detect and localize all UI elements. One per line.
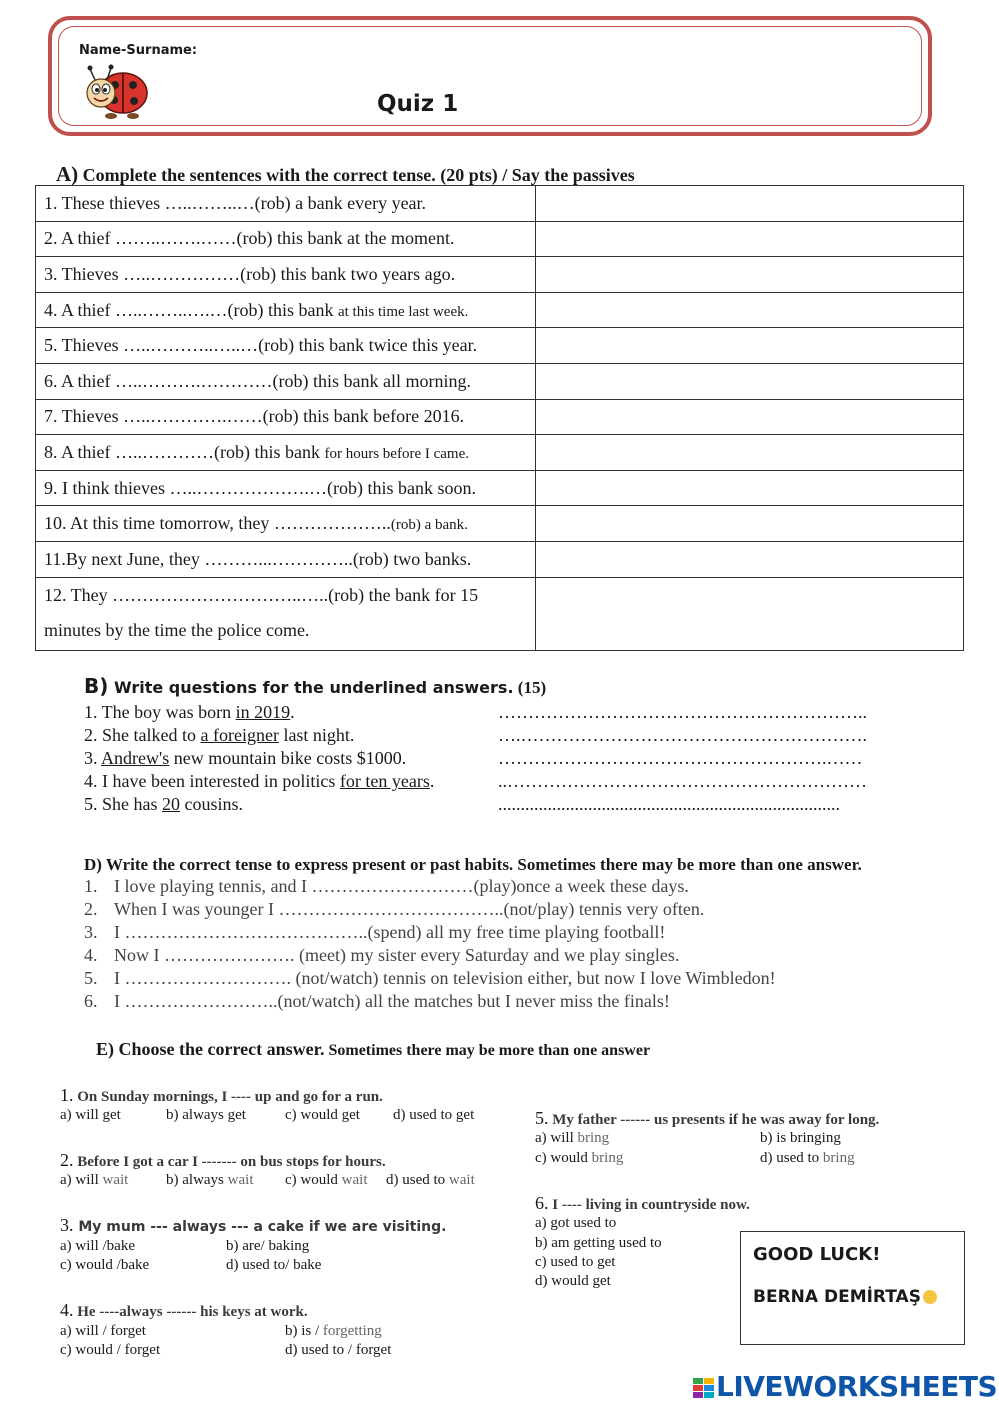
list-item: 5. I ………………………. (not/watch) tennis on television either, but now I love Wimbledon! [84,968,776,988]
option-b[interactable]: b) is bringing [760,1130,841,1146]
answer-line[interactable]: ..…………………………………………………… [498,771,867,791]
table-row [36,221,964,257]
answer-line[interactable]: …………………………………………………….. [498,702,867,722]
table-row [36,292,964,328]
table-row [36,435,964,471]
ladybug-icon [81,63,151,121]
question-cell: 7. Thieves …..………….……(rob) this bank before 2016. [36,399,536,435]
answer-cell[interactable] [535,363,963,399]
section-a-title [56,162,635,187]
option-a[interactable]: a) will get [60,1107,121,1123]
option-a[interactable]: a) got used to [535,1215,617,1231]
question-cell: 11.By next June, they ………...…………..(rob) two banks. [36,541,536,577]
option-c[interactable]: c) used to get [535,1254,616,1270]
option-d[interactable]: d) used to wait [386,1172,475,1188]
question-1: 1. On Sunday mornings, I ---- up and go for a run. [60,1085,383,1105]
table-row [36,257,964,293]
table-row [36,328,964,364]
smiley-icon [923,1290,937,1304]
list-item: 4. I have been interested in politics for ten years. [84,771,435,791]
section-e-title: E) Choose the correct answer. Sometimes there may be more than one answer [96,1039,651,1059]
section-b-instructions: Write questions for the underlined answers. [108,678,514,697]
table-row [36,363,964,399]
option-d[interactable]: d) would get [535,1273,611,1289]
list-item: 5. She has 20 cousins. [84,794,243,814]
name-surname-label: Name-Surname: [79,43,198,58]
section-b-letter: B) [84,674,109,698]
section-a-letter: A) [56,162,79,186]
answer-cell[interactable] [535,506,963,542]
option-d[interactable]: d) used to / forget [285,1342,392,1358]
question-cell: 6. A thief …..……….…………(rob) this bank all morning. [36,363,536,399]
question-5: 5. My father ------ us presents if he was away for long. [535,1108,880,1128]
answer-line[interactable]: ............................................................................ [498,794,840,814]
option-d[interactable]: d) used to/ bake [226,1257,322,1273]
question-4: 4. He ----always ------ his keys at work. [60,1300,308,1320]
section-a-instructions: Complete the sentences with the correct tense. (20 pts) / Say the passives [78,165,635,185]
option-b[interactable]: b) always get [166,1107,246,1123]
liveworksheets-logo-icon [692,1372,716,1406]
option-c[interactable]: c) would / forget [60,1342,161,1358]
answer-cell[interactable] [535,221,963,257]
list-item: 1. I love playing tennis, and I ………………………(play)once a week these days. [84,876,689,896]
question-cell: 8. A thief …..…………(rob) this bank for hours before I came. [36,435,536,471]
answer-cell[interactable] [535,328,963,364]
question-cell: 4. A thief …..……..….…(rob) this bank at this time last week. [36,292,536,328]
header-box [48,16,932,136]
question-cell: 2. A thief ……..…….……(rob) this bank at the moment. [36,221,536,257]
option-a[interactable]: a) will bring [535,1130,610,1146]
question-6: 6. I ---- living in countryside now. [535,1193,750,1213]
question-cell: 1. These thieves …..……..…(rob) a bank every year. [36,186,536,222]
question-cell: 10. At this time tomorrow, they ………………..(rob) a bank. [36,506,536,542]
option-b[interactable]: b) always wait [166,1172,254,1188]
good-luck-box [740,1231,965,1345]
option-c[interactable]: c) would get [285,1107,360,1123]
option-d[interactable]: d) used to get [393,1107,475,1123]
option-c[interactable]: c) would wait [285,1172,368,1188]
answer-cell[interactable] [535,470,963,506]
answer-line[interactable]: ….…………………………………………………. [498,725,867,745]
list-item: 2. When I was younger I ………………………………..(not/play) tennis very often. [84,899,705,919]
list-item: 1. The boy was born in 2019. [84,702,295,722]
list-item: 2. She talked to a foreigner last night. [84,725,355,745]
answer-cell[interactable] [535,292,963,328]
answer-cell[interactable] [535,399,963,435]
option-b[interactable]: b) am getting used to [535,1235,662,1251]
answer-cell[interactable] [535,186,963,222]
author-signature: BERNA DEMİRTAŞ [753,1287,937,1307]
table-row [36,577,964,650]
section-d-title: D) Write the correct tense to express present or past habits. Sometimes there may be more than one answer. [84,855,862,874]
section-a-table [35,185,964,651]
table-row [36,541,964,577]
table-row [36,470,964,506]
quiz-title: Quiz 1 [377,91,459,117]
list-item: 4. Now I …………………. (meet) my sister every Saturday and we play singles. [84,945,680,965]
option-c[interactable]: c) would bring [535,1150,624,1166]
answer-line[interactable]: ……………………………………………….…… [498,748,863,768]
good-luck-text: GOOD LUCK! [753,1244,881,1265]
section-b-points: (15) [513,678,547,697]
liveworksheets-brand[interactable]: LIVEWORKSHEETS [716,1370,998,1403]
question-cell: 5. Thieves …..………..…..…(rob) this bank twice this year. [36,328,536,364]
answer-cell[interactable] [535,577,963,650]
table-row [36,399,964,435]
question-cell: 9. I think thieves …..……………….…(rob) this bank soon. [36,470,536,506]
option-b[interactable]: b) is / forgetting [285,1323,382,1339]
question-cell: 3. Thieves …..……………(rob) this bank two years ago. [36,257,536,293]
option-c[interactable]: c) would /bake [60,1257,150,1273]
option-a[interactable]: a) will /bake [60,1238,135,1254]
option-d[interactable]: d) used to bring [760,1150,855,1166]
option-b[interactable]: b) are/ baking [226,1238,310,1254]
list-item: 3. Andrew's new mountain bike costs $1000. [84,748,407,768]
list-item: 6. I ……………………..(not/watch) all the matches but I never miss the finals! [84,991,670,1011]
section-b-title [84,674,546,698]
question-3: 3. My mum --- always --- a cake if we are visiting. [60,1215,447,1235]
option-a[interactable]: a) will wait [60,1172,129,1188]
answer-cell[interactable] [535,541,963,577]
answer-cell[interactable] [535,257,963,293]
table-row [36,506,964,542]
header-inner-border [58,26,922,126]
answer-cell[interactable] [535,435,963,471]
question-cell: 12. They …………………………..…..(rob) the bank for 15 minutes by the time the police come. [36,577,536,650]
option-a[interactable]: a) will / forget [60,1323,146,1339]
question-2: 2. Before I got a car I ------- on bus stops for hours. [60,1150,386,1170]
table-row [36,186,964,222]
list-item: 3. I …………………………………..(spend) all my free time playing football! [84,922,666,942]
